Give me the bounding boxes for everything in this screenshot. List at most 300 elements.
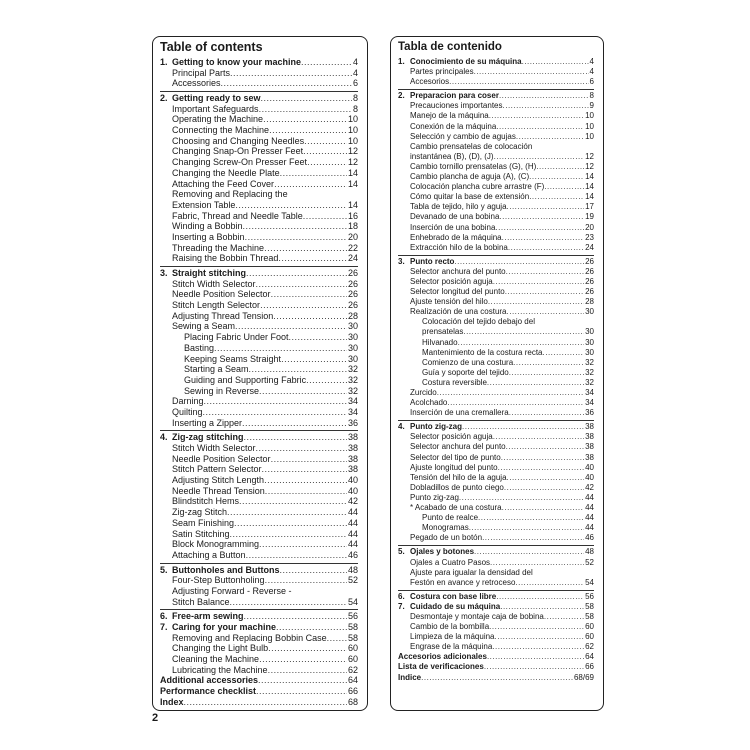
- dot-leader: [506, 442, 584, 452]
- dot-leader: [280, 565, 347, 576]
- entry-title: Dobladillos de punto ciego: [410, 482, 504, 492]
- entry-page-number: 10: [585, 111, 594, 121]
- dot-leader: [421, 673, 573, 683]
- toc-entry: [398, 338, 594, 348]
- toc-entry: [160, 354, 358, 365]
- dot-leader: [304, 136, 347, 147]
- entry-page-number: 62: [585, 642, 594, 652]
- dot-leader: [276, 622, 347, 633]
- page-number: 2: [152, 712, 159, 724]
- toc-entry: [398, 212, 594, 222]
- toc-entry: [398, 358, 594, 368]
- entry-title: Caring for your machine: [172, 622, 277, 633]
- chapter-number: 6.: [160, 611, 168, 622]
- dot-leader: [265, 486, 347, 497]
- entry-title: instantánea (B), (D), (J): [410, 151, 494, 161]
- entry-title: Placing Fabric Under Foot: [184, 332, 289, 343]
- toc-entry: [160, 300, 358, 311]
- toc-section: [398, 57, 594, 87]
- toc-entry: [160, 654, 358, 665]
- entry-title: Raising the Bobbin Thread: [172, 253, 279, 264]
- entry-page-number: 62: [347, 664, 358, 675]
- entry-title: Ojales y botones: [410, 547, 475, 557]
- entry-page-number: 4: [589, 67, 594, 77]
- chapter-number: 1.: [160, 56, 168, 67]
- entry-title: Stitch Length Selector: [172, 300, 261, 311]
- toc-chapter-entry: [398, 592, 594, 602]
- dot-leader: [507, 307, 585, 317]
- entry-title: Cómo quitar la base de extensión: [410, 192, 530, 202]
- toc-entry: [398, 493, 594, 503]
- entry-title: Precauciones importantes: [410, 101, 503, 111]
- entry-title: Devanado de una bobina: [410, 212, 500, 222]
- entry-title: Enhebrado de la máquina: [410, 232, 502, 242]
- dot-leader: [478, 513, 584, 523]
- entry-page-number: 12: [585, 161, 594, 171]
- toc-entry: [160, 575, 358, 586]
- toc-entry: [398, 483, 594, 493]
- entry-title: Buttonholes and Buttons: [172, 564, 280, 575]
- dot-leader: [516, 132, 584, 142]
- entry-title: Adjusting Thread Tension: [172, 310, 274, 321]
- toc-chapter-entry: [160, 565, 358, 576]
- toc-entry: [398, 277, 594, 287]
- toc-chapter-entry: [160, 268, 358, 279]
- dot-leader: [492, 642, 584, 652]
- chapter-number: 3.: [160, 268, 168, 279]
- chapter-number: 1.: [398, 57, 405, 66]
- entry-title: Preparacion para coser: [410, 91, 499, 101]
- dot-leader: [502, 233, 584, 243]
- toc-chapter-entry: [160, 93, 358, 104]
- entry-title: Cleaning the Machine: [172, 654, 260, 665]
- entry-page-number: 60: [585, 632, 594, 642]
- chapter-number: 4.: [160, 432, 168, 443]
- entry-page-number: 4: [352, 56, 358, 67]
- entry-title: Limpieza de la máquina: [410, 632, 495, 642]
- toc-section: [398, 89, 594, 253]
- toc-entry: [160, 407, 358, 418]
- toc-entry: [160, 497, 358, 508]
- toc-entry: [160, 157, 358, 168]
- entry-page-number: 34: [347, 396, 358, 407]
- toc-chapter-entry: [160, 622, 358, 633]
- entry-title: Punto zig-zag: [410, 422, 462, 432]
- toc-entry: [398, 243, 594, 253]
- toc-entry: [398, 182, 594, 192]
- entry-page-number: 38: [585, 452, 594, 462]
- toc-entry: [160, 539, 358, 550]
- dot-leader: [447, 398, 584, 408]
- toc-entry: [160, 168, 358, 179]
- entry-title: Desmontaje y montaje caja de bobina: [410, 611, 544, 621]
- toc-entry: [160, 211, 358, 222]
- toc-section: [160, 609, 358, 707]
- toc-entry: [160, 633, 358, 644]
- toc-section: [160, 266, 358, 428]
- entry-page-number: 4: [352, 67, 358, 78]
- dot-leader: [482, 533, 584, 543]
- entry-page-number: 30: [585, 327, 594, 337]
- dot-leader: [256, 279, 347, 290]
- entry-page-number: 42: [347, 496, 358, 507]
- entry-page-number: 64: [585, 652, 594, 662]
- entry-page-number: 66: [347, 686, 358, 697]
- dot-leader: [484, 662, 584, 672]
- entry-title: Selector posición aguja: [410, 276, 493, 286]
- entry-title: Guiding and Supporting Fabric: [184, 374, 307, 385]
- dot-leader: [301, 57, 352, 68]
- entry-page-number: 12: [347, 146, 358, 157]
- toc-entry: [398, 432, 594, 442]
- entry-page-number: 26: [347, 268, 358, 279]
- entry-title: Needle Position Selector: [172, 289, 271, 300]
- toc-entry: [398, 642, 594, 652]
- toc-entry: [398, 162, 594, 172]
- entry-page-number: 58: [347, 632, 358, 643]
- entry-title: Zurcido: [410, 388, 437, 397]
- entry-page-number: 24: [585, 242, 594, 252]
- spanish-toc-panel: [390, 36, 604, 711]
- dot-leader: [488, 297, 584, 307]
- dot-leader: [505, 287, 584, 297]
- dot-leader: [269, 125, 347, 136]
- entry-page-number: 68: [347, 696, 358, 707]
- entry-page-number: 58: [585, 611, 594, 621]
- dot-leader: [246, 268, 347, 279]
- dot-leader: [268, 665, 347, 676]
- entry-title: Selector anchura del punto: [410, 442, 506, 452]
- entry-title: Extracción hilo de la bobina: [410, 242, 508, 252]
- dot-leader: [509, 408, 584, 418]
- toc-entry: [160, 550, 358, 561]
- dot-leader: [243, 221, 347, 232]
- toc-chapter-entry: [160, 432, 358, 443]
- toc-entry: [160, 486, 358, 497]
- entry-title: Cambio tornillo prensatelas (G), (H): [410, 161, 537, 171]
- entry-title: Changing Screw-On Presser Feet: [172, 157, 308, 168]
- entry-title: Free-arm sewing: [172, 611, 244, 622]
- toc-entry: [398, 348, 594, 358]
- dot-leader: [261, 93, 352, 104]
- entry-page-number: 40: [585, 472, 594, 482]
- entry-title: prensatelas: [422, 327, 464, 337]
- entry-page-number: 28: [347, 310, 358, 321]
- entry-page-number: 8: [589, 91, 594, 101]
- entry-title: Satin Stitching: [172, 528, 230, 539]
- dot-leader: [245, 232, 347, 243]
- toc-entry: [398, 317, 594, 327]
- toc-entry: [398, 132, 594, 142]
- dot-leader: [274, 179, 347, 190]
- entry-page-number: 28: [585, 297, 594, 307]
- entry-title: Block Monogramming: [172, 539, 260, 550]
- entry-title: Straight stitching: [172, 268, 246, 279]
- entry-page-number: 38: [585, 422, 594, 432]
- toc-entry: [160, 507, 358, 518]
- toc-chapter-entry: [398, 257, 594, 267]
- entry-page-number: 30: [585, 347, 594, 357]
- toc-list-spanish: [398, 57, 594, 683]
- toc-entry: [160, 289, 358, 300]
- entry-page-number: 12: [347, 157, 358, 168]
- toc-entry: [160, 104, 358, 115]
- entry-page-number: 54: [585, 577, 594, 587]
- entry-page-number: 56: [347, 611, 358, 622]
- entry-title: Four-Step Buttonholing: [172, 575, 265, 586]
- dot-leader: [256, 443, 347, 454]
- entry-page-number: 10: [347, 135, 358, 146]
- entry-page-number: 40: [347, 485, 358, 496]
- entry-title: Quilting: [172, 406, 203, 417]
- entry-page-number: 10: [347, 125, 358, 136]
- entry-page-number: 26: [347, 289, 358, 300]
- toc-entry: [160, 311, 358, 322]
- entry-page-number: 34: [347, 406, 358, 417]
- entry-page-number: 26: [347, 300, 358, 311]
- entry-page-number: 42: [585, 482, 594, 492]
- dot-leader: [259, 539, 347, 550]
- entry-title: Cambio plancha de aguja (A), (C): [410, 172, 530, 182]
- toc-entry: [160, 68, 358, 79]
- toc-entry: [398, 578, 594, 588]
- toc-entry: [160, 332, 358, 343]
- chapter-number: 6.: [398, 591, 405, 601]
- entry-title: Principal Parts: [172, 67, 231, 78]
- dot-leader: [289, 332, 347, 343]
- toc-entry: [398, 192, 594, 202]
- entry-page-number: 18: [347, 221, 358, 232]
- dot-leader: [490, 558, 584, 568]
- dot-leader: [273, 311, 347, 322]
- toc-entry: [398, 67, 594, 77]
- dot-leader: [262, 464, 347, 475]
- entry-page-number: 12: [585, 151, 594, 161]
- toc-entry: [398, 503, 594, 513]
- entry-page-number: 30: [585, 337, 594, 347]
- toc-chapter-entry: [398, 91, 594, 101]
- entry-title: Conexión de la máquina: [410, 121, 497, 131]
- entry-title: Accesorios: [410, 77, 450, 87]
- entry-page-number: 32: [585, 357, 594, 367]
- entry-page-number: 64: [347, 675, 358, 686]
- entry-title: Guía y soporte del tejido: [422, 367, 509, 377]
- entry-page-number: 58: [585, 601, 594, 611]
- dot-leader: [507, 473, 585, 483]
- toc-entry: [398, 533, 594, 543]
- chapter-number: 3.: [398, 256, 405, 266]
- toc-entry: [398, 523, 594, 533]
- entry-title: Accesorios adicionales: [398, 652, 487, 662]
- toc-entry: [398, 632, 594, 642]
- entry-title: Additional accessories: [160, 675, 259, 686]
- entry-title: Getting ready to sew: [172, 93, 261, 104]
- toc-section: [160, 57, 358, 89]
- entry-page-number: 14: [585, 172, 594, 182]
- entry-title: Changing the Needle Plate: [172, 167, 280, 178]
- toc-entry: [160, 464, 358, 475]
- dot-leader: [499, 91, 589, 101]
- toc-entry: [160, 665, 358, 676]
- toc-entry: [398, 453, 594, 463]
- dot-leader: [306, 375, 347, 386]
- chapter-number: 5.: [160, 564, 168, 575]
- entry-page-number: 9: [589, 101, 594, 111]
- entry-page-number: 52: [347, 575, 358, 586]
- toc-entry: [398, 152, 594, 162]
- entry-title: Threading the Machine: [172, 242, 265, 253]
- entry-title: Extension Table: [172, 199, 236, 210]
- entry-page-number: 14: [585, 192, 594, 202]
- dot-leader: [496, 122, 584, 132]
- chapter-number: 2.: [160, 93, 168, 104]
- dot-leader: [449, 77, 588, 87]
- entry-title: Tabla de tejido, hilo y aguja: [410, 202, 507, 212]
- toc-entry: [160, 375, 358, 386]
- entry-title: Stitch Width Selector: [172, 278, 256, 289]
- entry-title: Inserción de una cremallera: [410, 408, 509, 418]
- dot-leader: [469, 523, 584, 533]
- entry-page-number: 52: [585, 557, 594, 567]
- toc-entry: [160, 125, 358, 136]
- dot-leader: [265, 575, 347, 586]
- entry-title: Basting: [184, 342, 215, 353]
- toc-section: [160, 563, 358, 608]
- dot-leader: [494, 152, 585, 162]
- entry-title: Cambio de la bombilla: [410, 622, 490, 632]
- entry-title: Colocación del tejido debajo del: [422, 317, 535, 327]
- entry-page-number: 8: [352, 93, 358, 104]
- toc-entry: [398, 77, 594, 87]
- entry-title: Changing the Light Bulb: [172, 643, 269, 654]
- dot-leader: [239, 496, 347, 507]
- entry-page-number: 44: [585, 513, 594, 523]
- dot-leader: [487, 378, 584, 388]
- toc-section: [398, 545, 594, 587]
- toc-entry: [398, 408, 594, 418]
- toc-chapter-entry: [398, 57, 594, 67]
- dot-leader: [264, 475, 347, 486]
- entry-title: Ajuste para igualar la densidad del: [410, 567, 533, 577]
- entry-title: Conocimiento de su máquina: [410, 57, 522, 66]
- toc-entry: [160, 597, 358, 608]
- entry-title: Blindstitch Hems: [172, 496, 240, 507]
- toc-chapter-entry: [398, 652, 594, 662]
- toc-heading-english: Table of contents: [160, 40, 263, 54]
- dot-leader: [256, 686, 347, 697]
- toc-entry: [160, 253, 358, 264]
- toc-entry: [160, 243, 358, 254]
- entry-page-number: 38: [347, 464, 358, 475]
- toc-chapter-entry: [160, 676, 358, 687]
- entry-title: Removing and Replacing Bobbin Case: [172, 632, 327, 643]
- dot-leader: [502, 503, 584, 513]
- toc-entry: [398, 267, 594, 277]
- dot-leader: [495, 223, 584, 233]
- dot-leader: [515, 578, 584, 588]
- entry-title: Indice: [398, 672, 422, 682]
- entry-page-number: 44: [347, 507, 358, 518]
- toc-entry: [398, 297, 594, 307]
- toc-chapter-entry: [398, 662, 594, 672]
- entry-title: Punto zig-zag: [410, 492, 459, 502]
- toc-entry: [160, 232, 358, 243]
- entry-page-number: 26: [585, 266, 594, 276]
- entry-title: Sewing a Seam: [172, 321, 236, 332]
- entry-page-number: 34: [585, 398, 594, 408]
- toc-entry: [160, 136, 358, 147]
- entry-title: Attaching the Feed Cover: [172, 178, 275, 189]
- dot-leader: [280, 168, 347, 179]
- entry-page-number: 34: [585, 388, 594, 397]
- chapter-number: 2.: [398, 91, 405, 101]
- dot-leader: [507, 202, 585, 212]
- dot-leader: [536, 162, 584, 172]
- dot-leader: [242, 418, 347, 429]
- entry-page-number: 14: [347, 167, 358, 178]
- toc-entry: [398, 172, 594, 182]
- dot-leader: [303, 146, 347, 157]
- toc-entry: [398, 513, 594, 523]
- entry-title: Adjusting Stitch Length: [172, 475, 265, 486]
- dot-leader: [544, 612, 584, 622]
- entry-title: Operating the Machine: [172, 114, 264, 125]
- entry-title: Lubricating the Machine: [172, 664, 268, 675]
- entry-title: Removing and Replacing the: [172, 189, 288, 200]
- dot-leader: [509, 368, 584, 378]
- entry-title: Needle Position Selector: [172, 453, 271, 464]
- toc-entry: [160, 518, 358, 529]
- entry-page-number: 58: [347, 622, 358, 633]
- entry-page-number: 20: [347, 231, 358, 242]
- entry-title: Stitch Balance: [172, 596, 230, 607]
- entry-page-number: 14: [347, 178, 358, 189]
- dot-leader: [244, 611, 347, 622]
- entry-page-number: 48: [347, 564, 358, 575]
- entry-title: Selector del tipo de punto: [410, 452, 501, 462]
- entry-title: Ajuste tensión del hilo: [410, 297, 488, 307]
- dot-leader: [235, 321, 347, 332]
- entry-title: Colocación plancha cubre arrastre (F): [410, 182, 545, 192]
- entry-title: Winding a Bobbin: [172, 221, 243, 232]
- entry-title: Comienzo de una costura: [422, 357, 514, 367]
- toc-entry: [160, 322, 358, 333]
- entry-page-number: 32: [585, 367, 594, 377]
- toc-chapter-entry: [160, 686, 358, 697]
- dot-leader: [278, 253, 347, 264]
- toc-entry: [398, 442, 594, 452]
- entry-page-number: 14: [347, 199, 358, 210]
- dot-leader: [474, 547, 584, 557]
- entry-page-number: 66: [585, 662, 594, 672]
- entry-title: Costura con base libre: [410, 591, 497, 601]
- entry-title: Pegado de un botón: [410, 533, 483, 543]
- toc-entry: [160, 221, 358, 232]
- toc-entry: [160, 586, 358, 597]
- dot-leader: [327, 633, 347, 644]
- entry-title: Connecting the Machine: [172, 125, 270, 136]
- toc-entry: [160, 279, 358, 290]
- toc-entry: [160, 189, 358, 200]
- toc-heading-spanish: Tabla de contenido: [398, 41, 502, 53]
- entry-title: Monogramas: [422, 523, 469, 533]
- entry-title: Accessories: [172, 78, 221, 89]
- entry-page-number: 32: [347, 385, 358, 396]
- toc-entry: [160, 147, 358, 158]
- dot-leader: [508, 243, 584, 253]
- entry-title: Engrase de la máquina: [410, 642, 493, 652]
- toc-entry: [160, 443, 358, 454]
